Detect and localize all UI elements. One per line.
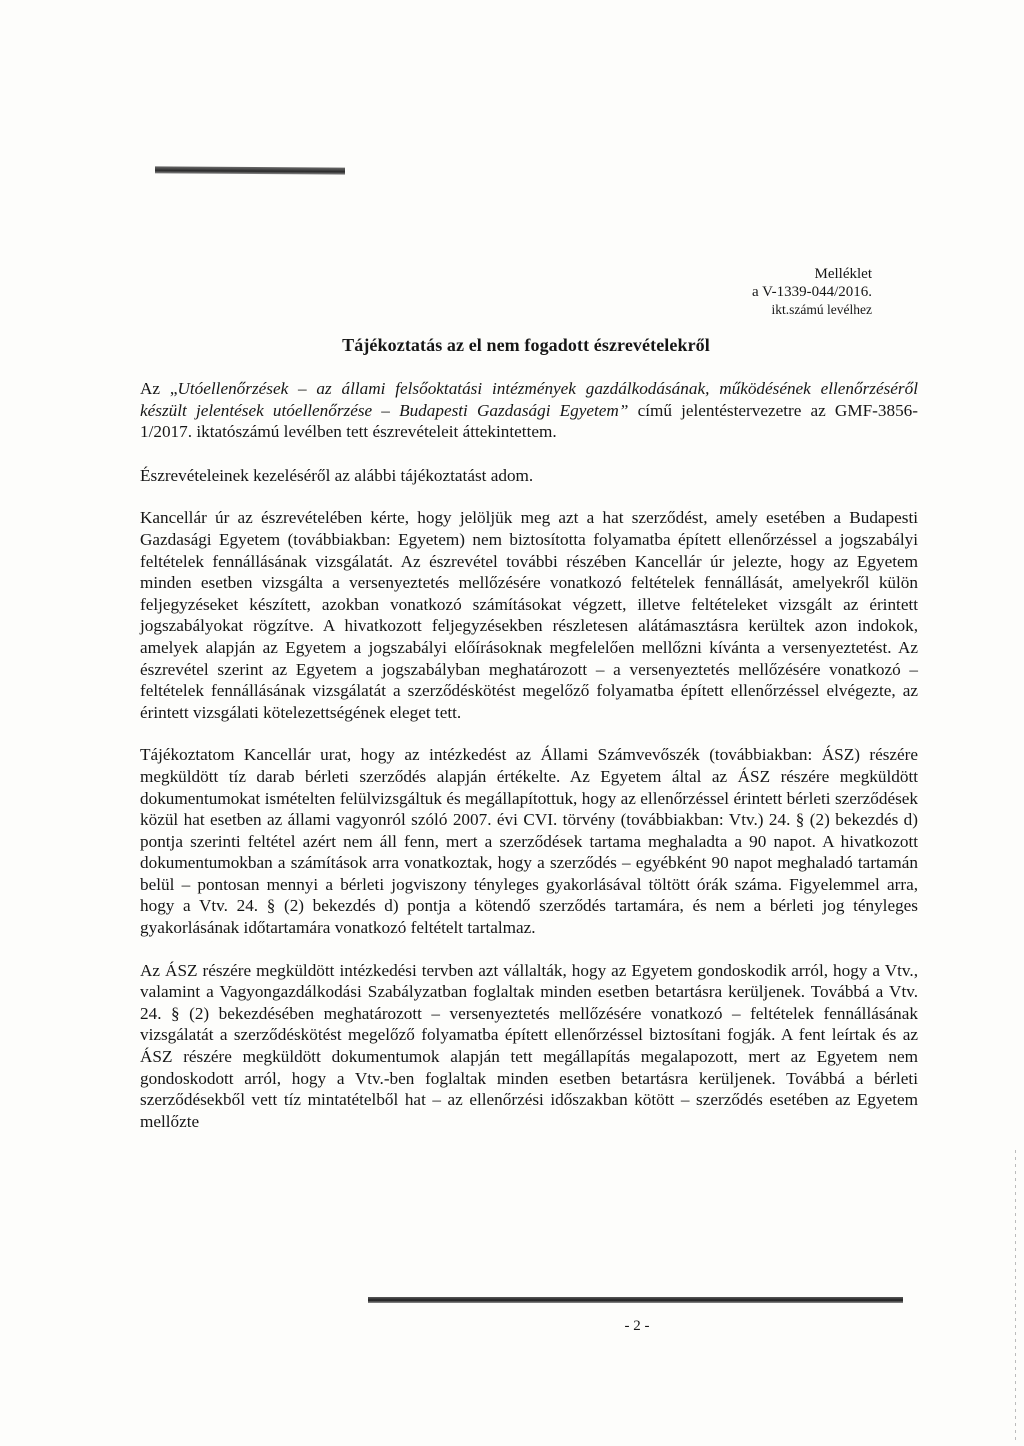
paragraph-intro-end: című jelentéstervezetre az GMF-3856-1/2017. iktatószámú levélben tett észrevételeit áttekintettem.: [140, 400, 918, 442]
footer-rule: [368, 1297, 903, 1303]
annex-reference: [752, 265, 872, 319]
document-body: [140, 378, 918, 1153]
document-title: Tájékoztatás az el nem fogadott észrevételekről: [342, 335, 710, 355]
paragraph-response: Tájékoztatom Kancellár urat, hogy az intézkedést az Állami Számvevőszék (továbbiakban: ÁSZ) részére megküldött tíz darab bérleti szerződés alapján értékelte. Az Egyetem által az ÁSZ részére megküldött dokumentumokat ismételten felülvizsgáltuk és megállapítottuk, hogy az ellenőrzéssel érintett bérleti szerződések közül hat esetben az állami vagyonról szóló 2007. évi CVI. törvény (továbbiakban: Vtv.) 24. § (2) bekezdés d) pontja szerinti feltétel azért nem áll fenn, mert a szerződések tartama meghaladta a 90 napot. A hivatkozott dokumentumokban a számítások arra vonatkoztak, hogy a szerződés – egyébként 90 napot meghaladó tartamán belül – pontosan mennyi a bérleti jogviszony tényleges gyakorlásával töltött órák száma. Figyelemmel arra, hogy a Vtv. 24. § (2) bekezdés d) pontja a kötendő szerződés tartamára, és nem a bérleti jog tényleges gyakorlásának időtartamára vonatkozó feltételt tartalmaz.: [140, 745, 918, 938]
scan-edge-artifact: [1015, 1150, 1016, 1440]
report-title-italic: Utóellenőrzések – az állami felsőoktatási intézmények gazdálkodásának, működésének ellenőrzéséről készült jelentések utóellenőrzése – Budapesti Gazdasági Egyetem”: [140, 379, 918, 420]
paragraph-notice: Észrevételeinek kezeléséről az alábbi tájékoztatást adom.: [140, 465, 534, 485]
paragraph-action-plan: Az ÁSZ részére megküldött intézkedési tervben azt vállalták, hogy az Egyetem gondoskodik arról, hogy a Vtv., valamint a Vagyongazdálkodási Szabályzatban foglaltak minden esetben betartásra kerüljenek. Továbbá a Vtv. 24. § (2) bekezdésében meghatározott – versenyeztetés mellőzésére vonatkozó – feltételek fennállásának vizsgálatát a szerződéskötést megelőző folyamatba épített ellenőrzéssel biztosítani fogják. A fent leírtak és az ÁSZ részére megküldött dokumentumok alapján tett megállapítás megalapozott, mert az Egyetem nem gondoskodott arról, hogy a Vtv.-ben foglaltak minden esetben betartásra kerüljenek. Továbbá a bérleti szerződésekből vett tíz mintatételből hat – az ellenőrzési időszakban kötött – szerződés esetében az Egyetem mellőzte: [140, 960, 918, 1131]
header-rule: [155, 166, 345, 174]
paragraph-intro: [140, 378, 918, 443]
annex-letter-note: ikt.számú levélhez: [771, 302, 872, 317]
paragraph-chancellor-remark: Kancellár úr az észrevételében kérte, hogy jelöljük meg azt a hat szerződést, amely esetében a Budapesti Gazdasági Egyetem (továbbiakban: Egyetem) nem biztosította folyamatba épített ellenőrzéssel a jogszabályi feltételek fennállásának vizsgálatát. Az észrevétel további részében Kancellár úr jelezte, hogy az Egyetem minden esetben vizsgálta a versenyeztetés mellőzésére vonatkozó feltételek fennállását, amelyekről külön feljegyzéseket készített, azokban vonatkozó számításokat végzett, illetve feltételeket vizsgált az érintett jogszabályokat rögzítve. A hivatkozott feljegyzésekben részletesen alátámasztásra kerültek azon indokok, amelyek alapján az Egyetem a jogszabályi előírásoknak megfelelően mellőzni kívánta a versenyeztetést. Az észrevétel szerint az Egyetem a jogszabályban meghatározott – a versenyeztetés mellőzésére vonatkozó – feltételek fennállásának vizsgálatát a szerződéskötést megelőző folyamatba épített ellenőrzéssel elvégezte, az érintett vizsgálati kötelezettségének eleget tett.: [140, 508, 918, 722]
annex-reference-number: a V-1339-044/2016.: [752, 284, 872, 300]
paragraph-intro-start: Az „: [140, 379, 178, 398]
page-number: - 2 -: [624, 1318, 650, 1334]
annex-label: Melléklet: [814, 266, 872, 282]
